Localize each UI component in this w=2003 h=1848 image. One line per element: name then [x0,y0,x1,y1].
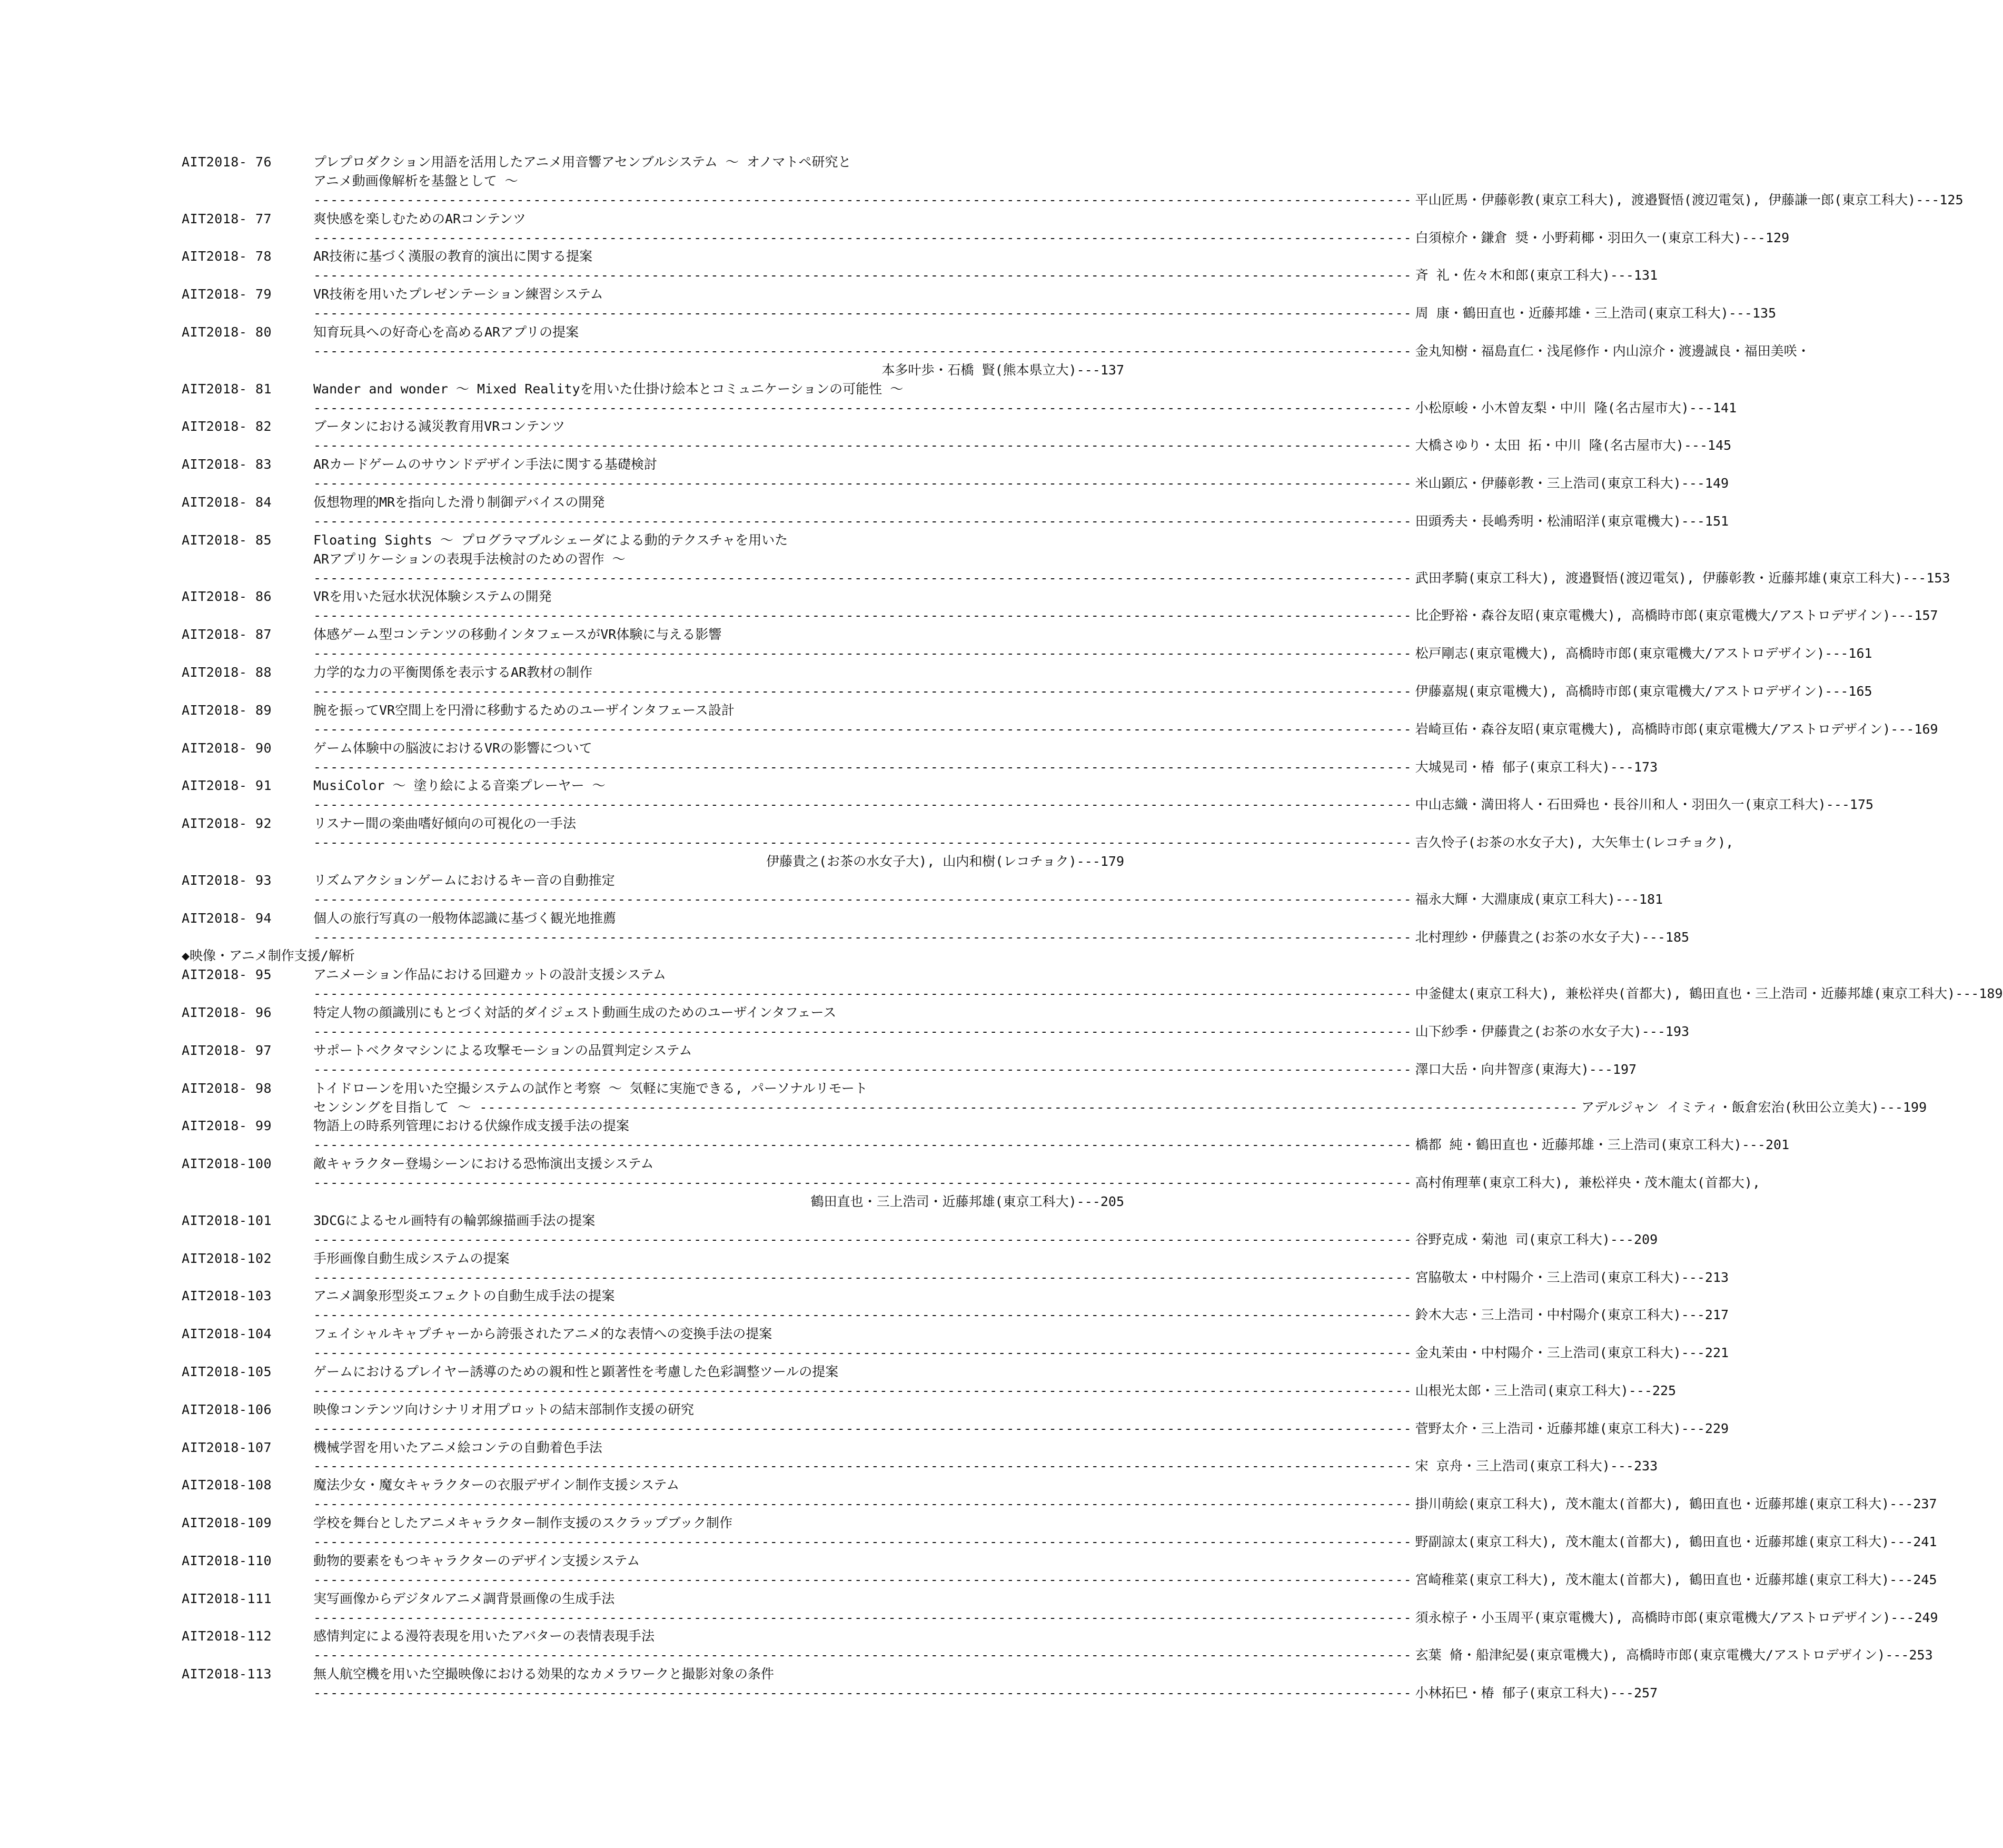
paper-title: 手形画像自動生成システムの提案 [313,1250,510,1266]
author-line [182,1192,1124,1211]
toc-entry [182,1589,1938,1627]
dash-leader: ---------------------------------------------------------------------------------------------------------------------------------- [313,891,1412,907]
toc-entry [182,1079,1927,1117]
toc-entry [182,1041,1637,1079]
paper-id: AIT2018- 87 [182,627,272,643]
toc-entry [182,663,1872,701]
title-line [182,1154,1124,1173]
authors-and-page: 中山志織・満田将人・石田舜也・長谷川和人・羽田久一(東京工科大)---175 [1415,797,1874,813]
toc-entry [182,153,1964,210]
paper-id: AIT2018-108 [182,1477,272,1493]
paper-title: AR技術に基づく漢服の教育的演出に関する提案 [313,249,593,264]
title-line [182,1589,1124,1608]
author-line [182,266,1658,285]
paper-id: AIT2018-103 [182,1288,272,1304]
author-line [182,984,2003,1003]
author-line [182,833,1734,852]
author-line [182,512,1729,531]
authors-and-page: 宋 京舟・三上浩司(東京工科大)---233 [1415,1458,1658,1474]
dash-leader: ---------------------------------------------------------------------------------------------------------------------------------- [313,1137,1412,1153]
paper-id: AIT2018- 79 [182,286,272,302]
authors-and-page: 澤口大岳・向井智彦(東海大)---197 [1415,1061,1637,1077]
paper-title: リズムアクションゲームにおけるキー音の自動推定 [313,872,615,888]
toc-entry [182,1287,1729,1325]
paper-id: AIT2018-100 [182,1156,272,1172]
paper-id: AIT2018- 95 [182,967,272,983]
author-line [182,852,1124,871]
author-line [182,1343,1729,1362]
dash-leader: ---------------------------------------------------------------------------------------------------------------------------------- [313,608,1412,624]
paper-title: 無人航空機を用いた空撮映像における効果的なカメラワークと撮影対象の条件 [313,1666,775,1682]
paper-id: AIT2018-106 [182,1401,272,1417]
paper-id: AIT2018- 77 [182,211,272,226]
title-line [182,1249,1124,1268]
table-of-contents [182,153,2003,1703]
paper-id: AIT2018- 93 [182,872,272,888]
paper-title: トイドローンを用いた空撮システムの試作と考察 ～ 気軽に実施できる, パーソナルリモート [313,1080,868,1096]
paper-title: 3DCGによるセル画特有の輪郭線描画手法の提案 [313,1212,596,1228]
title-line [182,1325,1124,1343]
title-line [182,1041,1124,1060]
paper-title: ARカードゲームのサウンドデザイン手法に関する基礎検討 [313,457,657,472]
dash-leader: ---------------------------------------------------------------------------------------------------------------------------------- [313,1572,1412,1587]
paper-title: リスナー間の楽曲嗜好傾向の可視化の一手法 [313,816,577,832]
author-line [182,399,1737,418]
dash-leader: ---------------------------------------------------------------------------------------------------------------------------------- [313,513,1412,529]
paper-title: Floating Sights ～ プログラマブルシェーダによる動的テクスチャを用いた [313,532,788,548]
title-line [182,1551,1124,1570]
toc-entry [182,909,1690,947]
authors-and-page: 金丸知樹・福島直仁・浅尾修作・内山涼介・渡邊誠良・福田美咲・ [1415,343,1810,359]
authors-and-page: 小林拓巳・椿 郁子(東京工科大)---257 [1415,1685,1658,1701]
authors-continuation: 本多叶歩・石橋 賢(熊本県立大)---137 [881,362,1124,378]
paper-id: AIT2018-109 [182,1515,272,1531]
toc-entry [182,380,1737,418]
authors-and-page: 平山匠馬・伊藤彰教(東京工科大), 渡邉賢悟(渡辺電気), 伊藤謙一郎(東京工科大)---125 [1415,192,1964,207]
dash-leader: ---------------------------------------------------------------------------------------------------------------------------------- [313,1685,1412,1701]
toc-entry [182,210,1790,248]
toc-entry [182,739,1658,777]
dash-leader: ---------------------------------------------------------------------------------------------------------------------------------- [313,570,1412,586]
authors-and-page: 福永大輝・大淵康成(東京工科大)---181 [1415,891,1663,907]
author-line [182,1533,1937,1551]
author-line [182,1173,1761,1192]
dash-leader: ---------------------------------------------------------------------------------------------------------------------------------- [313,1175,1412,1191]
authors-and-page: 宮崎稚菜(東京工科大), 茂木龍太(首都大), 鶴田直也・近藤邦雄(東京工科大)---245 [1415,1572,1937,1587]
toc-entry [182,531,1950,588]
paper-title: 仮想物理的MRを指向した滑り制御デバイスの開発 [313,495,605,510]
authors-and-page: 鈴木大志・三上浩司・中村陽介(東京工科大)---217 [1415,1307,1729,1323]
authors-and-page: 松戸剛志(東京電機大), 高橋時市郎(東京電機大/アストロデザイン)---161 [1415,646,1872,661]
authors-and-page: 周 康・鶴田直也・近藤邦雄・三上浩司(東京工科大)---135 [1415,305,1777,321]
toc-entry [182,247,1658,285]
title-line [182,701,1124,720]
dash-leader: ---------------------------------------------------------------------------------------------------------------------------------- [313,343,1412,359]
paper-title: ゲーム体験中の脳波におけるVRの影響について [313,740,592,756]
title-line [182,323,1124,342]
paper-id: AIT2018- 97 [182,1042,272,1058]
author-line [182,191,1964,210]
paper-id: AIT2018- 85 [182,532,272,548]
title-line [182,1665,1124,1684]
authors-continuation: 伊藤貴之(お茶の水女子大), 山内和樹(レコチョク)---179 [766,853,1124,869]
dash-leader: ---------------------------------------------------------------------------------------------------------------------------------- [313,1307,1412,1323]
toc-entry [182,1627,1933,1665]
title-line [182,871,1124,890]
paper-title: ARアプリケーションの表現手法検討のための習作 ～ [313,551,626,567]
author-line [182,342,1810,361]
authors-and-page: 田頭秀夫・長嶋秀明・松浦昭洋(東京電機大)---151 [1415,513,1729,529]
dash-leader: ---------------------------------------------------------------------------------------------------------------------------------- [313,192,1412,207]
title-continuation: センシングを目指して ～ [313,1099,472,1115]
authors-and-page: 須永椋子・小玉周平(東京電機大), 高橋時市郎(東京電機大/アストロデザイン)---249 [1415,1609,1938,1625]
toc-entry [182,965,2003,1003]
paper-title: 敵キャラクター登場シーンにおける恐怖演出支援システム [313,1156,654,1172]
toc-entry [182,1400,1729,1438]
paper-title: プレプロダクション用語を活用したアニメ用音響アセンブルシステム ～ オノマトペ研究と [313,154,851,170]
dash-leader: ---------------------------------------------------------------------------------------------------------------------------------- [313,1609,1412,1625]
dash-leader: ---------------------------------------------------------------------------------------------------------------------------------- [313,646,1412,661]
author-line [182,606,1938,625]
title-line [182,739,1124,758]
dash-leader: ---------------------------------------------------------------------------------------------------------------------------------- [313,1269,1412,1285]
paper-title: 個人の旅行写真の一般物体認識に基づく観光地推薦 [313,910,617,926]
title-line [182,1438,1124,1457]
paper-id: AIT2018- 81 [182,381,272,397]
author-line [182,890,1663,909]
authors-and-page: 武田孝騎(東京工科大), 渡邉賢悟(渡辺電気), 伊藤彰教・近藤邦雄(東京工科大)---153 [1415,570,1950,586]
toc-entry [182,701,1938,739]
authors-and-page: 菅野太介・三上浩司・近藤邦雄(東京工科大)---229 [1415,1420,1729,1436]
paper-title: アニメーション作品における回避カットの設計支援システム [313,967,667,983]
paper-title: 物語上の時系列管理における伏線作成支援手法の提案 [313,1118,630,1134]
dash-leader: ---------------------------------------------------------------------------------------------------------------------------------- [313,1231,1412,1247]
author-line [182,1646,1933,1665]
paper-id: AIT2018- 89 [182,702,272,718]
paper-title: 爽快感を楽しむためのARコンテンツ [313,211,526,226]
title-line [182,1003,1124,1022]
author-line [182,569,1950,588]
toc-entry [182,1438,1658,1476]
paper-id: AIT2018- 91 [182,778,272,794]
author-line [182,1570,1937,1589]
authors-and-page: 白須椋介・鎌倉 奨・小野莉椰・羽田久一(東京工科大)---129 [1415,230,1790,245]
authors-and-page: アデルジャン イミティ・飯倉宏治(秋田公立美大)---199 [1581,1099,1927,1115]
dash-leader: ---------------------------------------------------------------------------------------------------------------------------------- [313,1647,1412,1663]
author-line [182,1060,1637,1079]
paper-id: AIT2018- 96 [182,1005,272,1021]
paper-id: AIT2018- 84 [182,495,272,510]
authors-and-page: 谷野克成・菊池 司(東京工科大)---209 [1415,1231,1658,1247]
author-line [182,229,1790,248]
paper-id: AIT2018- 86 [182,589,272,605]
title-line [182,1627,1124,1646]
authors-and-page: 大城晃司・椿 郁子(東京工科大)---173 [1415,759,1658,775]
dash-leader: ---------------------------------------------------------------------------------------------------------------------------------- [313,1420,1412,1436]
toc-entry [182,1003,1690,1041]
author-line [182,1381,1677,1400]
author-line [182,474,1729,493]
dash-leader: ---------------------------------------------------------------------------------------------------------------------------------- [313,400,1412,416]
author-line [182,436,1732,455]
paper-title: フェイシャルキャプチャーから誇張されたアニメ的な表情への変換手法の提案 [313,1326,772,1342]
author-line [182,1268,1729,1287]
dash-leader: ---------------------------------------------------------------------------------------------------------------------------------- [313,1382,1412,1398]
paper-id: AIT2018- 88 [182,665,272,680]
paper-title: 学校を舞台としたアニメキャラクター制作支援のスクラップブック制作 [313,1515,733,1531]
title-line [182,455,1124,474]
title-line [182,153,1124,172]
toc-entry [182,625,1872,663]
toc-entry [182,323,1810,380]
paper-title: 特定人物の顔識別にもとづく対話的ダイジェスト動画生成のためのユーザインタフェース [313,1005,837,1021]
authors-and-page: 米山顕広・伊藤彰教・三上浩司(東京工科大)---149 [1415,476,1729,491]
dash-leader: センシングを目指して ～ ---------------------------------------------------------------------------------------------------------------------------------- [313,1099,1579,1115]
title-line [182,1116,1124,1135]
author-line [182,758,1658,777]
title-line [182,1211,1124,1230]
title-line [182,965,1124,984]
title-line [182,1287,1124,1306]
dash-leader: ---------------------------------------------------------------------------------------------------------------------------------- [313,1458,1412,1474]
paper-id: AIT2018-102 [182,1250,272,1266]
authors-and-page: 玄葉 脩・船津紀晏(東京電機大), 高橋時市郎(東京電機大/アストロデザイン)---253 [1415,1647,1933,1663]
authors-and-page: 北村理紗・伊藤貴之(お茶の水女子大)---185 [1415,929,1690,945]
paper-id: AIT2018-110 [182,1553,272,1568]
paper-id: AIT2018-104 [182,1326,272,1342]
author-line [182,682,1872,701]
authors-and-page: 高村侑理華(東京工科大), 兼松祥央・茂木龍太(首都大), [1415,1175,1761,1191]
paper-id: AIT2018- 76 [182,154,272,170]
author-line [182,1022,1690,1041]
title-line [182,172,1124,191]
toc-entry [182,417,1732,455]
toc-entry [182,493,1729,531]
title-line [182,663,1124,682]
title-line [182,776,1124,795]
authors-and-page: 斉 礼・佐々木和郎(東京工科大)---131 [1415,268,1658,283]
author-line [182,795,1874,814]
title-line [182,625,1124,644]
paper-id: AIT2018- 99 [182,1118,272,1134]
toc-entry [182,1249,1729,1287]
paper-id: AIT2018- 98 [182,1080,272,1096]
paper-title: VRを用いた冠水状況体験システムの開発 [313,589,552,605]
authors-continuation: 鶴田直也・三上浩司・近藤邦雄(東京工科大)---205 [810,1193,1124,1209]
title-line [182,285,1124,304]
authors-and-page: 宮脇敬太・中村陽介・三上浩司(東京工科大)---213 [1415,1269,1729,1285]
toc-entry [182,1476,1937,1514]
paper-id: AIT2018- 82 [182,419,272,434]
authors-and-page: 比企野裕・森谷友昭(東京電機大), 高橋時市郎(東京電機大/アストロデザイン)---157 [1415,608,1938,624]
author-line [182,1419,1729,1438]
authors-and-page: 吉久怜子(お茶の水女子大), 大矢隼士(レコチョク), [1415,835,1734,851]
paper-title: 感情判定による漫符表現を用いたアバターの表情表現手法 [313,1628,655,1644]
dash-leader: ---------------------------------------------------------------------------------------------------------------------------------- [313,759,1412,775]
paper-id: AIT2018- 90 [182,740,272,756]
paper-id: AIT2018-113 [182,1666,272,1682]
dash-leader: ---------------------------------------------------------------------------------------------------------------------------------- [313,929,1412,945]
paper-title: ブータンにおける減災教育用VRコンテンツ [313,419,566,434]
author-line [182,1684,1658,1703]
paper-title: MusiColor ～ 塗り絵による音楽プレーヤー ～ [313,778,606,794]
toc-entry [182,285,1777,323]
title-line [182,493,1124,512]
authors-and-page: 山根光太郎・三上浩司(東京工科大)---225 [1415,1382,1677,1398]
dash-leader: ---------------------------------------------------------------------------------------------------------------------------------- [313,986,1412,1002]
author-line [182,304,1777,323]
toc-entry [182,1154,1761,1211]
paper-id: AIT2018-105 [182,1364,272,1379]
authors-and-page: 山下紗季・伊藤貴之(お茶の水女子大)---193 [1415,1023,1690,1039]
dash-leader: ---------------------------------------------------------------------------------------------------------------------------------- [313,1023,1412,1039]
toc-entry [182,1211,1658,1249]
title-line [182,587,1124,606]
dash-leader: ---------------------------------------------------------------------------------------------------------------------------------- [313,268,1412,283]
author-line [182,1135,1790,1154]
author-line [182,1230,1658,1249]
author-line [182,644,1872,663]
author-line [182,1098,1927,1117]
authors-and-page: 中釜健太(東京工科大), 兼松祥央(首都大), 鶴田直也・三上浩司・近藤邦雄(東京工科大)---189 [1415,986,2003,1002]
dash-leader: ---------------------------------------------------------------------------------------------------------------------------------- [313,476,1412,491]
paper-title: 腕を振ってVR空間上を円滑に移動するためのユーザインタフェース設計 [313,702,735,718]
section-heading: ◆映像・アニメ制作支援/解析 [182,948,355,964]
title-line [182,1400,1124,1419]
author-line [182,1306,1729,1325]
title-line [182,1362,1124,1381]
dash-leader: ---------------------------------------------------------------------------------------------------------------------------------- [313,1496,1412,1512]
toc-entry [182,871,1663,909]
author-line [182,1495,1937,1514]
paper-id: AIT2018-112 [182,1628,272,1644]
paper-id: AIT2018- 94 [182,910,272,926]
dash-leader: ---------------------------------------------------------------------------------------------------------------------------------- [313,438,1412,453]
authors-and-page: 伊藤嘉規(東京電機大), 高橋時市郎(東京電機大/アストロデザイン)---165 [1415,683,1872,699]
paper-title: 力学的な力の平衡関係を表示するAR教材の制作 [313,665,593,680]
dash-leader: ---------------------------------------------------------------------------------------------------------------------------------- [313,835,1412,851]
toc-entry [182,587,1938,625]
title-line [182,380,1124,399]
title-line [182,247,1124,266]
paper-title: Wander and wonder ～ Mixed Realityを用いた仕掛け絵本とコミュニケーションの可能性 ～ [313,381,904,397]
author-line [182,1608,1938,1627]
author-line [182,928,1690,947]
dash-leader: ---------------------------------------------------------------------------------------------------------------------------------- [313,721,1412,737]
paper-title: アニメ動画像解析を基盤として ～ [313,173,518,189]
toc-entry [182,1665,1658,1703]
title-line [182,1079,1124,1098]
authors-and-page: 金丸茉由・中村陽介・三上浩司(東京工科大)---221 [1415,1345,1729,1361]
paper-title: 魔法少女・魔女キャラクターの衣服デザイン制作支援システム [313,1477,680,1493]
toc-entry [182,1551,1937,1589]
toc-entry [182,1325,1729,1362]
paper-id: AIT2018- 78 [182,249,272,264]
title-line [182,550,1124,569]
paper-id: AIT2018- 92 [182,816,272,832]
authors-and-page: 岩崎亘佑・森谷友昭(東京電機大), 高橋時市郎(東京電機大/アストロデザイン)---169 [1415,721,1938,737]
paper-title: 映像コンテンツ向けシナリオ用プロットの結末部制作支援の研究 [313,1401,695,1417]
paper-id: AIT2018- 83 [182,457,272,472]
toc-entry [182,814,1734,871]
dash-leader: ---------------------------------------------------------------------------------------------------------------------------------- [313,230,1412,245]
title-line [182,1476,1124,1495]
authors-and-page: 大橋さゆり・太田 拓・中川 隆(名古屋市大)---145 [1415,438,1732,453]
author-line [182,720,1938,739]
title-line [182,814,1124,833]
paper-id: AIT2018-101 [182,1212,272,1228]
author-line [182,1457,1658,1476]
authors-and-page: 橋都 純・鶴田直也・近藤邦雄・三上浩司(東京工科大)---201 [1415,1137,1790,1153]
paper-title: サポートベクタマシンによる攻撃モーションの品質判定システム [313,1042,692,1058]
paper-title: VR技術を用いたプレゼンテーション練習システム [313,286,603,302]
dash-leader: ---------------------------------------------------------------------------------------------------------------------------------- [313,1345,1412,1361]
toc-entry [182,455,1729,493]
title-line [182,909,1124,928]
toc-entry [182,1362,1677,1400]
paper-id: AIT2018- 80 [182,324,272,340]
authors-and-page: 野副諒太(東京工科大), 茂木龍太(首都大), 鶴田直也・近藤邦雄(東京工科大)---241 [1415,1534,1937,1550]
title-line [182,1514,1124,1533]
paper-title: 機械学習を用いたアニメ絵コンテの自動着色手法 [313,1439,602,1455]
paper-id: AIT2018-107 [182,1439,272,1455]
dash-leader: ---------------------------------------------------------------------------------------------------------------------------------- [313,683,1412,699]
toc-entry [182,1514,1937,1551]
paper-title: 体感ゲーム型コンテンツの移動インタフェースがVR体験に与える影響 [313,627,722,643]
dash-leader: ---------------------------------------------------------------------------------------------------------------------------------- [313,1534,1412,1550]
dash-leader: ---------------------------------------------------------------------------------------------------------------------------------- [313,797,1412,813]
title-line [182,417,1124,436]
title-line [182,210,1124,229]
paper-title: 動物的要素をもつキャラクターのデザイン支援システム [313,1553,640,1568]
author-line [182,361,1124,380]
paper-title: アニメ調象形型炎エフェクトの自動生成手法の提案 [313,1288,615,1304]
toc-entry [182,776,1874,814]
paper-title: 知育玩具への好奇心を高めるARアプリの提案 [313,324,579,340]
toc-entry [182,1116,1790,1154]
authors-and-page: 小松原峻・小木曽友梨・中川 隆(名古屋市大)---141 [1415,400,1737,416]
paper-title: ゲームにおけるプレイヤー誘導のための親和性と顕著性を考慮した色彩調整ツールの提案 [313,1364,839,1379]
title-line [182,531,1124,550]
dash-leader: ---------------------------------------------------------------------------------------------------------------------------------- [313,1061,1412,1077]
paper-id: AIT2018-111 [182,1590,272,1606]
dash-leader: ---------------------------------------------------------------------------------------------------------------------------------- [313,305,1412,321]
paper-title: 実写画像からデジタルアニメ調背景画像の生成手法 [313,1590,615,1606]
authors-and-page: 掛川萌絵(東京工科大), 茂木龍太(首都大), 鶴田直也・近藤邦雄(東京工科大)---237 [1415,1496,1937,1512]
